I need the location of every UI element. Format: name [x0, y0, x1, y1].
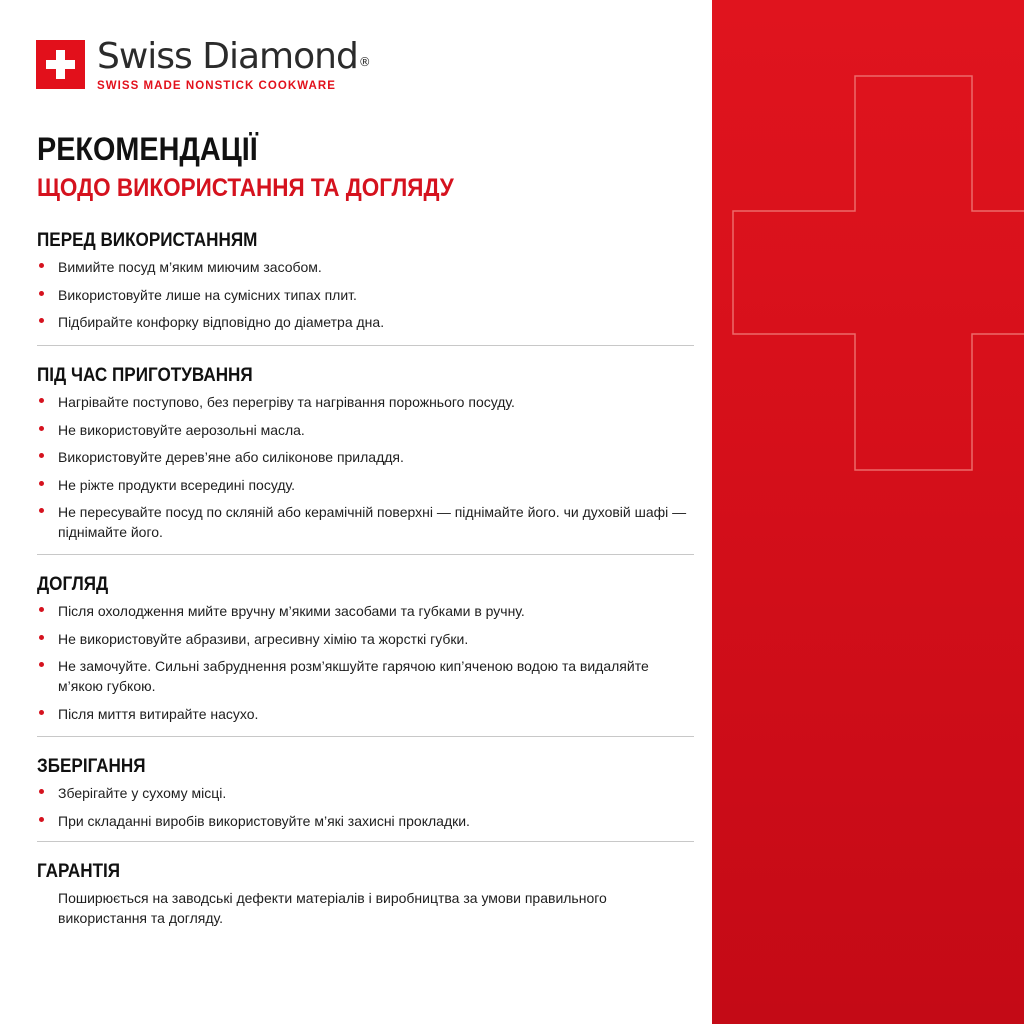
brand-name: Swiss Diamond® — [97, 36, 371, 77]
bullet-list — [37, 601, 694, 724]
list-item: Нагрівайте поступово, без перегріву та нагрівання порожнього посуду. — [37, 392, 694, 412]
bullet-dot-icon — [39, 789, 44, 794]
bullet-dot-icon — [39, 508, 44, 513]
section-heading: ПІД ЧАС ПРИГОТУВАННЯ — [37, 365, 253, 386]
bullet-dot-icon — [39, 398, 44, 403]
list-item: Використовуйте дерев’яне або силіконове приладдя. — [37, 447, 694, 467]
swiss-cross-outline-icon — [712, 0, 1024, 1024]
bullet-dot-icon — [39, 662, 44, 667]
section-heading: ГАРАНТІЯ — [37, 861, 121, 882]
page-subtitle: ЩОДО ВИКОРИСТАННЯ ТА ДОГЛЯДУ — [37, 174, 454, 202]
section-heading: ЗБЕРІГАННЯ — [37, 756, 146, 777]
bullet-dot-icon — [39, 481, 44, 486]
bullet-dot-icon — [39, 426, 44, 431]
list-item: Після миття витирайте насухо. — [37, 704, 694, 724]
section-heading: ПЕРЕД ВИКОРИСТАННЯМ — [37, 230, 258, 251]
section-divider — [37, 736, 694, 737]
list-item: Не ріжте продукти всередині посуду. — [37, 475, 694, 495]
list-item: Підбирайте конфорку відповідно до діаметра дна. — [37, 312, 694, 332]
swiss-cross-logo-icon — [36, 40, 85, 89]
bullet-list — [37, 392, 694, 542]
warranty-text: Поширюється на заводські дефекти матеріалів і виробництва за умови правильного використання та догляду. — [58, 890, 607, 926]
bullet-dot-icon — [39, 291, 44, 296]
registered-mark: ® — [358, 55, 371, 69]
bullet-dot-icon — [39, 710, 44, 715]
section-heading: ДОГЛЯД — [37, 574, 109, 595]
section-care — [37, 573, 694, 731]
bullet-dot-icon — [39, 263, 44, 268]
section-divider — [37, 345, 694, 346]
section-divider — [37, 554, 694, 555]
bullet-list — [37, 783, 694, 831]
section-before-use — [37, 229, 694, 340]
bullet-dot-icon — [39, 817, 44, 822]
bullet-dot-icon — [39, 607, 44, 612]
section-during-cooking — [37, 364, 694, 550]
bullet-dot-icon — [39, 635, 44, 640]
section-warranty — [37, 860, 694, 928]
page-title: РЕКОМЕНДАЦІЇ — [37, 131, 258, 167]
list-item: Не замочуйте. Сильні забруднення розм’якшуйте гарячою кип’яченою водою та видаляйте м’якою губкою. — [37, 656, 694, 696]
bullet-dot-icon — [39, 453, 44, 458]
list-item: Не пересувайте посуд по скляній або керамічній поверхні — піднімайте його. чи духовій шафі — піднімайте його. — [37, 502, 694, 542]
bullet-list — [37, 257, 694, 332]
section-divider — [37, 841, 694, 842]
list-item: Використовуйте лише на сумісних типах плит. — [37, 285, 694, 305]
list-item: Після охолодження мийте вручну м’якими засобами та губками в ручну. — [37, 601, 694, 621]
list-item: При складанні виробів використовуйте м’які захисні прокладки. — [37, 811, 694, 831]
bullet-dot-icon — [39, 318, 44, 323]
list-item: Вимийте посуд м’яким миючим засобом. — [37, 257, 694, 277]
red-decorative-panel — [712, 0, 1024, 1024]
section-storage — [37, 755, 694, 838]
list-item: Не використовуйте абразиви, агресивну хімію та жорсткі губки. — [37, 629, 694, 649]
brand-tagline: SWISS MADE NONSTICK COOKWARE — [97, 80, 336, 92]
list-item: Зберігайте у сухому місці. — [37, 783, 694, 803]
list-item: Не використовуйте аерозольні масла. — [37, 420, 694, 440]
